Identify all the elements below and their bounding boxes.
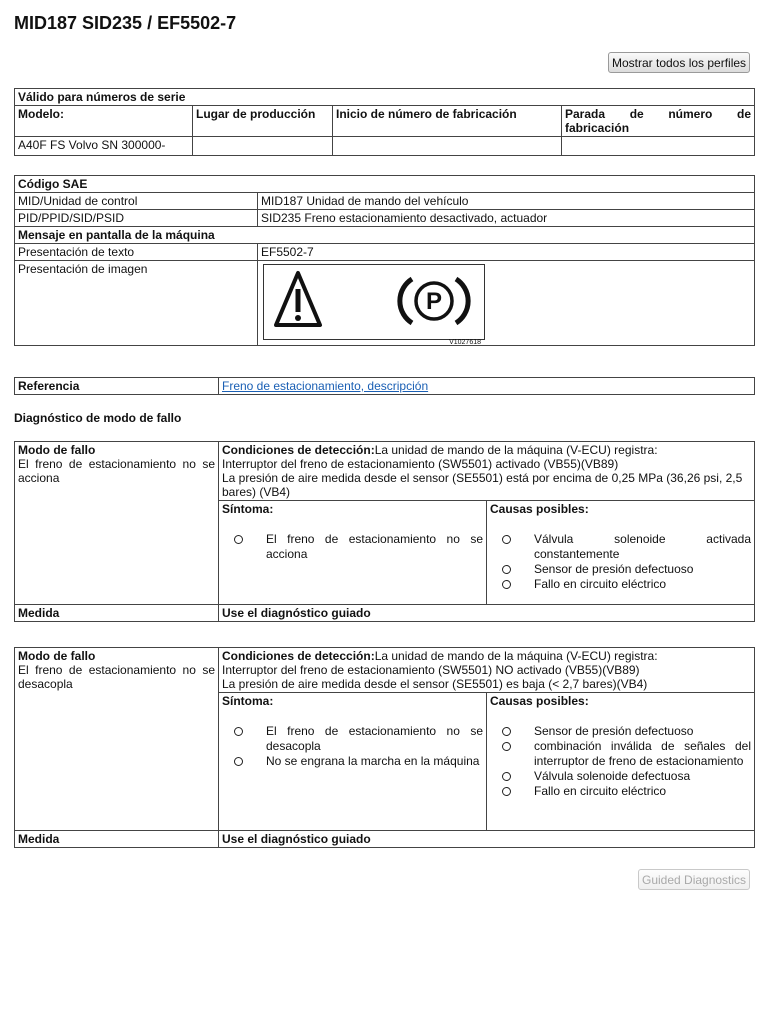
cell-model: A40F FS Volvo SN 300000- — [15, 137, 193, 156]
cause-item: Sensor de presión defectuoso — [490, 724, 751, 739]
svg-text:P: P — [425, 288, 443, 315]
fault-mode-table-2 — [14, 647, 755, 848]
causes-cell — [487, 501, 755, 605]
parking-brake-icon — [400, 279, 468, 323]
measure-text: Use el diagnóstico guiado — [219, 831, 755, 848]
pid-label: PID/PPID/SID/PSID — [15, 210, 258, 227]
sae-code-table — [14, 175, 755, 346]
symptom-label: Síntoma: — [222, 502, 274, 516]
cause-item: Sensor de presión defectuoso — [490, 562, 751, 577]
warning-triangle-icon — [276, 273, 320, 325]
fault-mode-label: Modo de fallo — [18, 443, 96, 457]
causes-cell — [487, 693, 755, 831]
cause-item: Fallo en circuito eléctrico — [490, 577, 751, 592]
text-display-label: Presentación de texto — [15, 244, 258, 261]
pid-value: SID235 Freno estacionamiento desactivado, actuador — [258, 210, 755, 227]
image-display-label: Presentación de imagen — [15, 261, 258, 346]
mid-label: MID/Unidad de control — [15, 193, 258, 210]
reference-value — [219, 378, 755, 395]
reference-link[interactable]: Freno de estacionamiento, descripción — [222, 379, 429, 393]
image-display-cell — [258, 261, 755, 346]
measure-text: Use el diagnóstico guiado — [219, 605, 755, 622]
detection-conditions-cell — [219, 648, 755, 693]
measure-label: Medida — [15, 605, 219, 622]
display-message-title: Mensaje en pantalla de la máquina — [15, 227, 755, 244]
cause-item: Válvula solenoide activada constantemente — [490, 532, 751, 562]
symptom-cell — [219, 501, 487, 605]
fault-diagnosis-heading: Diagnóstico de modo de fallo — [14, 411, 182, 425]
header-production-place: Lugar de producción — [193, 106, 333, 137]
detection-conditions-cell — [219, 442, 755, 501]
cell-production-place — [193, 137, 333, 156]
causes-label: Causas posibles: — [490, 694, 589, 708]
causes-label: Causas posibles: — [490, 502, 589, 516]
page-title: MID187 SID235 / EF5502-7 — [14, 13, 237, 33]
cause-item: Válvula solenoide defectuosa — [490, 769, 751, 784]
symptom-item: El freno de estacionamiento no se desacopla — [222, 724, 483, 754]
detection-line: Interruptor del freno de estacionamiento (SW5501) activado (VB55)(VB89) — [222, 457, 619, 471]
sae-section-title: Código SAE — [15, 176, 755, 193]
detection-line: La presión de aire medida desde el sensor (SE5501) está por encima de 0,25 MPa (36,26 psi, 2,5 bares) (VB4) — [222, 471, 743, 499]
serial-numbers-table — [14, 88, 755, 156]
show-all-profiles-button[interactable]: Mostrar todos los perfiles — [608, 52, 750, 73]
causes-list — [490, 532, 751, 592]
causes-list — [490, 724, 751, 799]
fault-mode-cell — [15, 648, 219, 831]
header-serial-start: Inicio de número de fabricación — [333, 106, 562, 137]
header-serial-stop: Parada de número de fabricación — [562, 106, 755, 137]
reference-label: Referencia — [15, 378, 219, 395]
text-display-value: EF5502-7 — [258, 244, 755, 261]
fault-mode-text: El freno de estacionamiento no se acciona — [18, 457, 215, 485]
symptom-cell — [219, 693, 487, 831]
detection-line: Interruptor del freno de estacionamiento (SW5501) NO activado (VB55)(VB89) — [222, 663, 640, 677]
fault-mode-text: El freno de estacionamiento no se desacopla — [18, 663, 215, 691]
cause-item: combinación inválida de señales del interruptor de freno de estacionamiento — [490, 739, 751, 769]
measure-label: Medida — [15, 831, 219, 848]
symptom-item: El freno de estacionamiento no se acciona — [222, 532, 483, 562]
symptom-label: Síntoma: — [222, 694, 274, 708]
symptom-list — [222, 724, 483, 769]
fault-mode-label: Modo de fallo — [18, 649, 96, 663]
detection-label: Condiciones de detección: — [222, 443, 375, 457]
guided-diagnostics-button[interactable]: Guided Diagnostics — [638, 869, 750, 890]
cause-item: Fallo en circuito eléctrico — [490, 784, 751, 799]
reference-table — [14, 377, 755, 395]
image-code: V1027618 — [449, 339, 481, 346]
display-image — [263, 264, 485, 346]
cell-serial-stop — [562, 137, 755, 156]
fault-mode-table-1 — [14, 441, 755, 622]
fault-mode-cell — [15, 442, 219, 605]
detection-label: Condiciones de detección: — [222, 649, 375, 663]
serial-section-title: Válido para números de serie — [15, 89, 755, 106]
detection-line: La presión de aire medida desde el sensor (SE5501) es baja (< 2,7 bares)(VB4) — [222, 677, 648, 691]
symptom-item: No se engrana la marcha en la máquina — [222, 754, 483, 769]
mid-value: MID187 Unidad de mando del vehículo — [258, 193, 755, 210]
cell-serial-start — [333, 137, 562, 156]
detection-text: La unidad de mando de la máquina (V-ECU) registra: — [374, 649, 658, 663]
detection-text: La unidad de mando de la máquina (V-ECU) registra: — [374, 443, 658, 457]
symptom-list — [222, 532, 483, 562]
header-model: Modelo: — [15, 106, 193, 137]
